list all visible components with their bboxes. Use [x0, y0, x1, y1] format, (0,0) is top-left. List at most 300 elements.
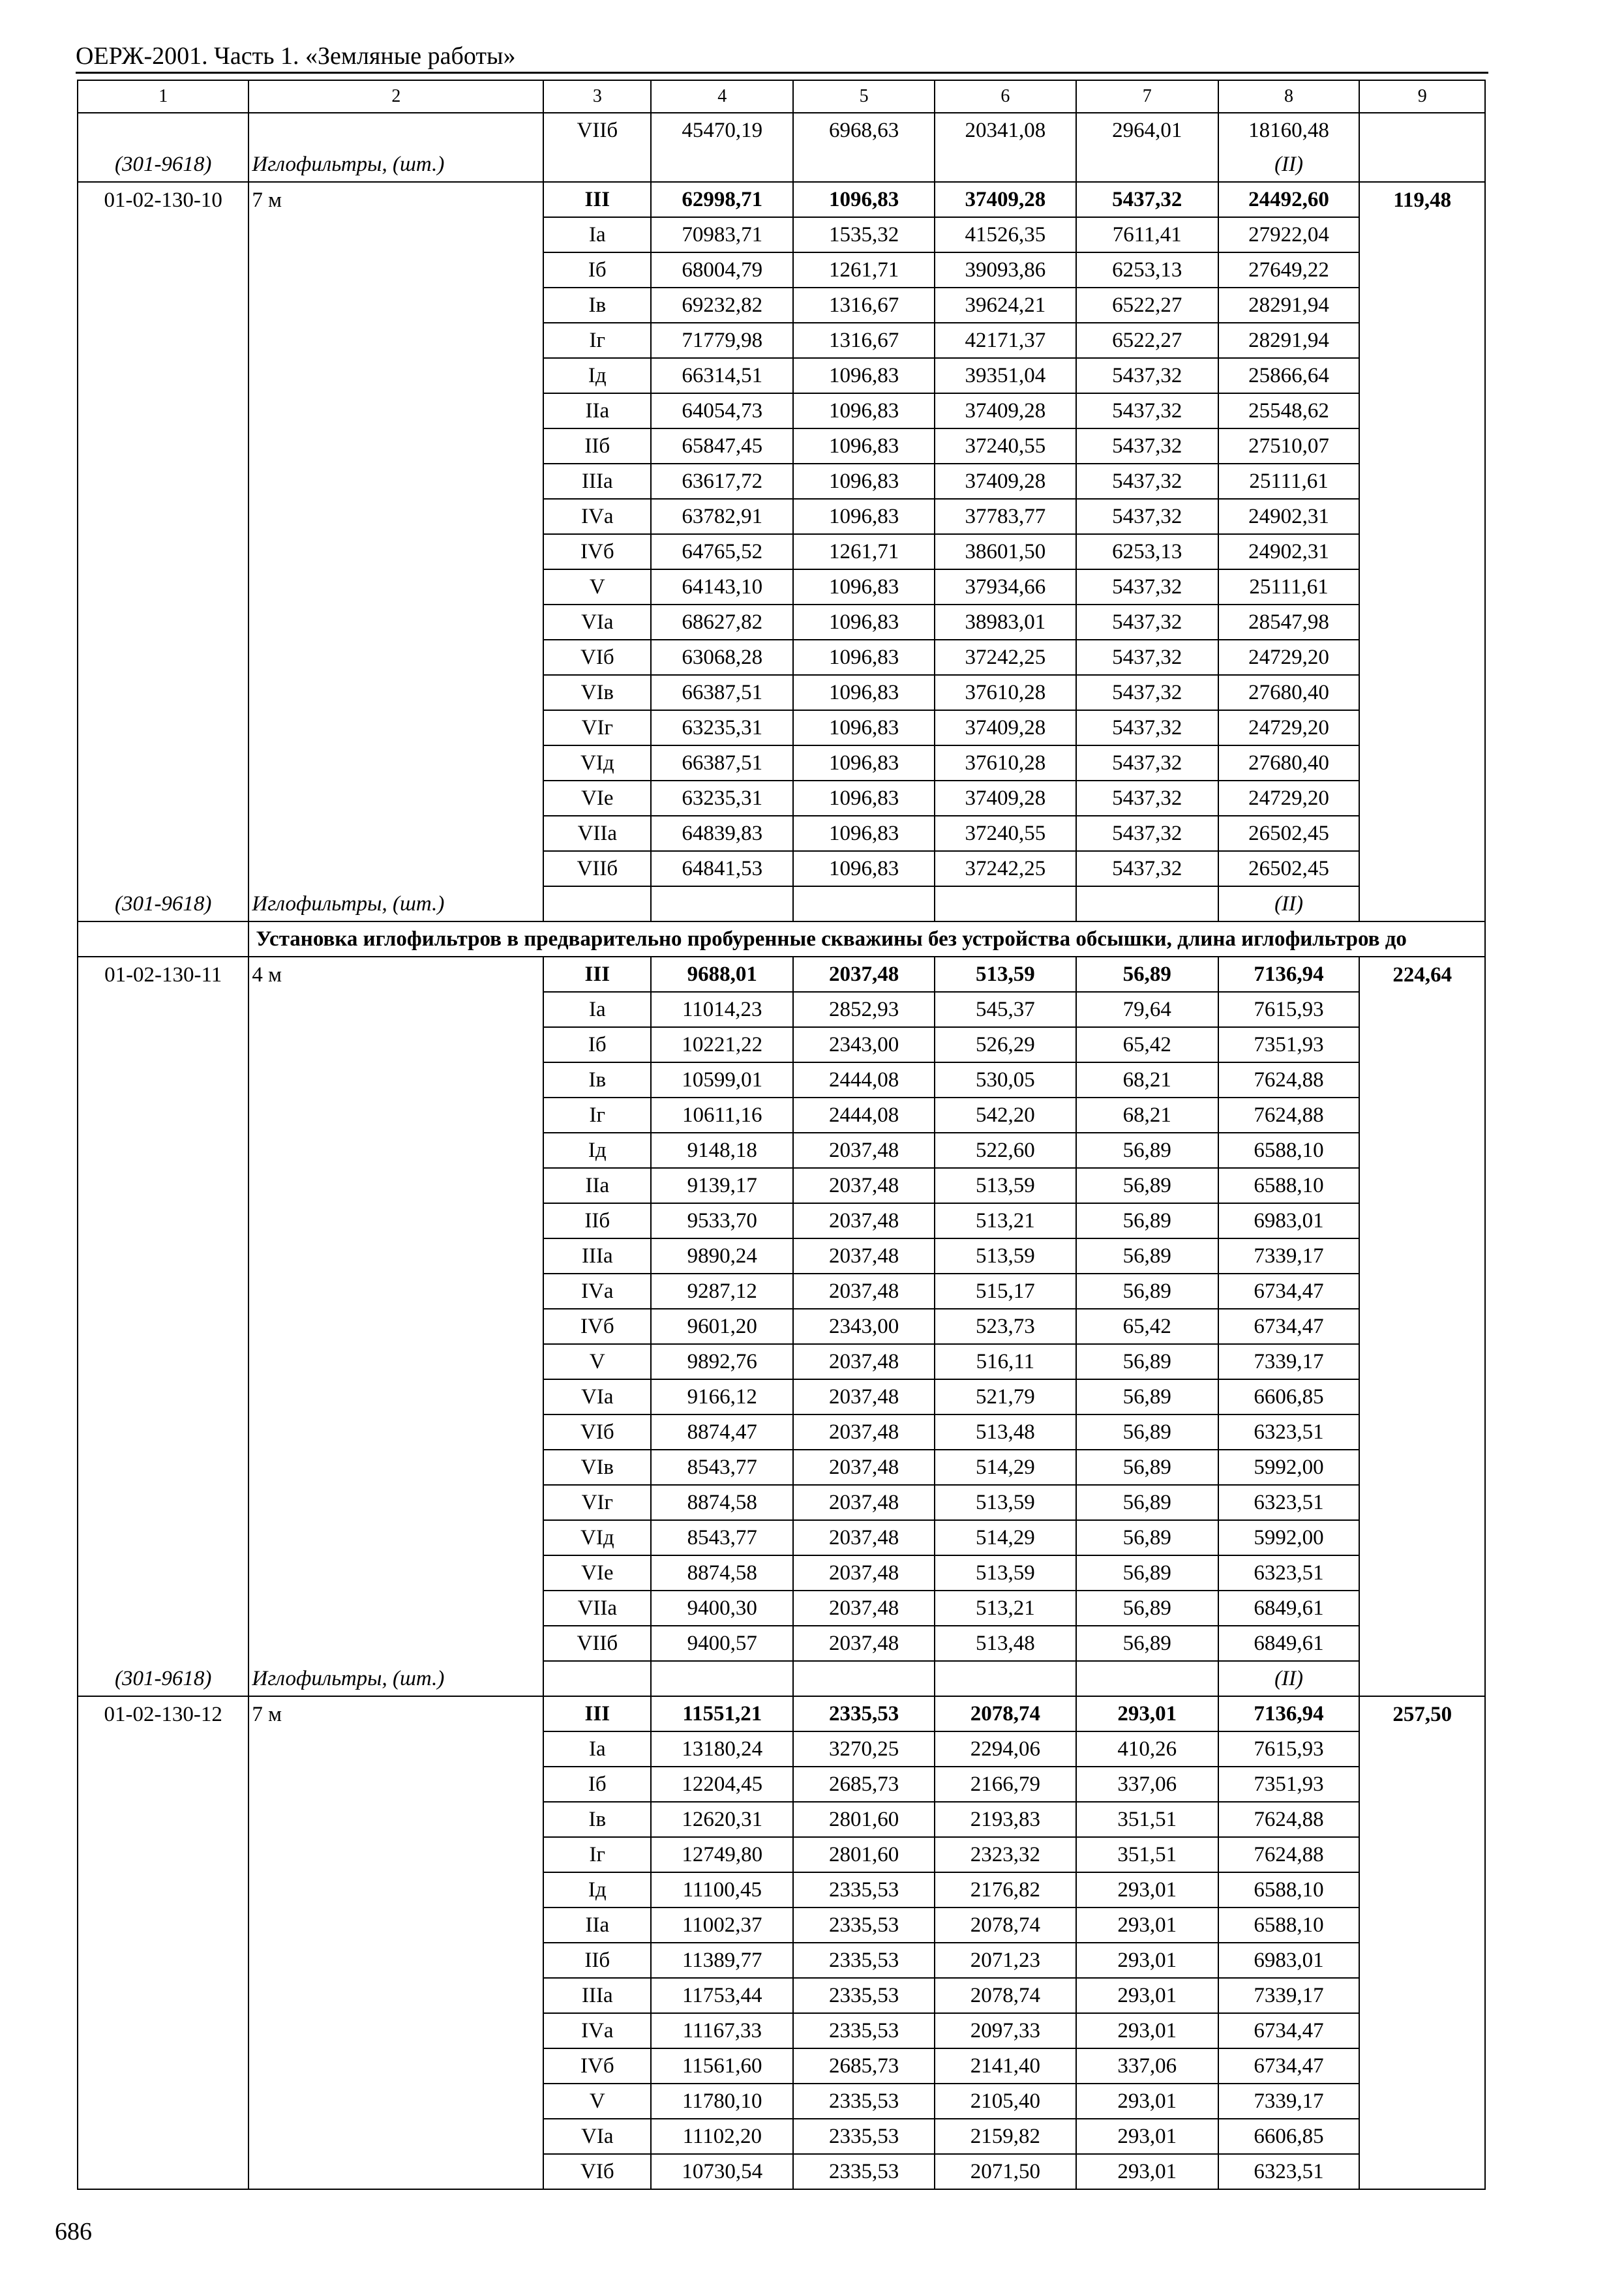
empty-cell	[1359, 147, 1485, 182]
table-row	[78, 393, 1485, 428]
variant: Iб	[543, 1767, 651, 1802]
table-row	[78, 428, 1485, 464]
value-cell: 24902,31	[1218, 534, 1360, 569]
variant: V	[543, 569, 651, 605]
value-cell: 56,89	[1076, 1203, 1218, 1238]
value-cell: 1096,83	[793, 358, 935, 393]
value-cell: 68,21	[1076, 1062, 1218, 1098]
value-cell: 6253,13	[1076, 534, 1218, 569]
empty-cell	[1076, 147, 1218, 182]
empty-cell	[793, 147, 935, 182]
value-cell: 8874,58	[651, 1555, 793, 1591]
value-cell: 2037,48	[793, 1626, 935, 1661]
value-cell: 6983,01	[1218, 1203, 1360, 1238]
rate-code	[78, 1591, 248, 1626]
variant: VIб	[543, 2154, 651, 2189]
variant: Iб	[543, 1027, 651, 1062]
rate-length	[248, 745, 543, 781]
value-cell: 2801,60	[793, 1802, 935, 1837]
empty-cell	[1359, 1133, 1485, 1168]
table-row	[78, 1309, 1485, 1344]
value-cell: 9400,57	[651, 1626, 793, 1661]
rate-length	[248, 252, 543, 288]
variant: VIе	[543, 1555, 651, 1591]
value-cell: 68627,82	[651, 605, 793, 640]
variant: IIб	[543, 1943, 651, 1978]
value-cell: 2037,48	[793, 1168, 935, 1203]
table-row	[78, 675, 1485, 710]
value-cell: 2335,53	[793, 1978, 935, 2013]
table-row	[78, 992, 1485, 1027]
value-cell: 41526,35	[935, 217, 1076, 252]
empty-cell	[1359, 393, 1485, 428]
resource-code: (301-9618)	[78, 147, 248, 182]
value-cell: 293,01	[1076, 1696, 1218, 1731]
value-cell: 1096,83	[793, 499, 935, 534]
rate-length	[248, 1978, 543, 2013]
value-cell: 11014,23	[651, 992, 793, 1027]
resource-class: (II)	[1218, 1661, 1360, 1696]
table-row	[78, 1872, 1485, 1908]
value-cell: 2444,08	[793, 1062, 935, 1098]
variant: Iд	[543, 1133, 651, 1168]
variant: VIг	[543, 710, 651, 745]
value-cell: 1096,83	[793, 428, 935, 464]
rate-length	[248, 1238, 543, 1274]
table-row	[78, 1731, 1485, 1767]
value-cell: 6588,10	[1218, 1168, 1360, 1203]
rate-length	[248, 1591, 543, 1626]
value-cell: 28291,94	[1218, 323, 1360, 358]
value-cell: 293,01	[1076, 2013, 1218, 2048]
value-cell: 64765,52	[651, 534, 793, 569]
value-cell: 2335,53	[793, 2013, 935, 2048]
value-cell: 37610,28	[935, 745, 1076, 781]
rate-length	[248, 816, 543, 851]
value-cell: 7136,94	[1218, 957, 1360, 992]
value-cell: 2141,40	[935, 2048, 1076, 2084]
empty-cell	[1359, 1591, 1485, 1626]
value-cell: 11102,20	[651, 2119, 793, 2154]
value-cell: 5437,32	[1076, 182, 1218, 217]
value-cell: 56,89	[1076, 1555, 1218, 1591]
rate-length	[248, 1802, 543, 1837]
empty-cell	[1359, 745, 1485, 781]
table-row	[78, 1485, 1485, 1520]
col-number: 7	[1076, 80, 1218, 113]
value-cell: 38983,01	[935, 605, 1076, 640]
col-number: 5	[793, 80, 935, 113]
rate-length	[248, 1098, 543, 1133]
value-cell: 6983,01	[1218, 1943, 1360, 1978]
empty-cell	[1359, 1274, 1485, 1309]
value-cell: 6253,13	[1076, 252, 1218, 288]
variant: Iг	[543, 1837, 651, 1872]
empty-cell	[1359, 605, 1485, 640]
table-row	[78, 1943, 1485, 1978]
table-row	[78, 182, 1485, 217]
rate-code	[78, 781, 248, 816]
variant: VIIа	[543, 816, 651, 851]
col-number: 8	[1218, 80, 1360, 113]
value-cell: 10611,16	[651, 1098, 793, 1133]
value-cell: 6323,51	[1218, 1485, 1360, 1520]
rate-code	[78, 745, 248, 781]
value-cell: 45470,19	[651, 113, 793, 147]
value-cell: 7611,41	[1076, 217, 1218, 252]
value-cell: 26502,45	[1218, 851, 1360, 886]
empty-cell	[1359, 1978, 1485, 2013]
table-row	[78, 1344, 1485, 1379]
empty-cell	[1359, 1168, 1485, 1203]
value-cell: 37409,28	[935, 393, 1076, 428]
value-cell: 56,89	[1076, 1626, 1218, 1661]
rate-code	[78, 605, 248, 640]
empty-cell	[543, 147, 651, 182]
rate-code	[78, 1802, 248, 1837]
value-cell: 8874,47	[651, 1414, 793, 1450]
empty-cell	[651, 886, 793, 921]
rate-length	[248, 1485, 543, 1520]
value-cell: 6734,47	[1218, 1309, 1360, 1344]
value-cell: 1316,67	[793, 288, 935, 323]
value-cell: 2037,48	[793, 1450, 935, 1485]
value-cell: 9148,18	[651, 1133, 793, 1168]
table-row	[78, 1626, 1485, 1661]
value-cell: 6968,63	[793, 113, 935, 147]
rate-length	[248, 2048, 543, 2084]
value-cell: 64839,83	[651, 816, 793, 851]
rate-length	[248, 2084, 543, 2119]
table-row	[78, 113, 1485, 147]
variant: VIа	[543, 605, 651, 640]
variant: IIа	[543, 1908, 651, 1943]
value-cell: 1096,83	[793, 182, 935, 217]
value-cell: 2078,74	[935, 1696, 1076, 1731]
table-row	[78, 1133, 1485, 1168]
rate-length	[248, 1626, 543, 1661]
resource-code: (301-9618)	[78, 1661, 248, 1696]
rate-code	[78, 1837, 248, 1872]
empty-cell	[1076, 1661, 1218, 1696]
variant: VIа	[543, 1379, 651, 1414]
value-cell: 293,01	[1076, 1908, 1218, 1943]
value-cell: 10599,01	[651, 1062, 793, 1098]
value-cell: 11561,60	[651, 2048, 793, 2084]
value-cell: 25111,61	[1218, 569, 1360, 605]
value-cell: 27510,07	[1218, 428, 1360, 464]
variant: Iв	[543, 1802, 651, 1837]
table-row	[78, 1802, 1485, 1837]
rate-length	[248, 1344, 543, 1379]
value-cell: 293,01	[1076, 1978, 1218, 2013]
empty-cell	[1359, 1872, 1485, 1908]
variant: VIIб	[543, 113, 651, 147]
rate-code	[78, 393, 248, 428]
value-cell: 522,60	[935, 1133, 1076, 1168]
rate-length	[248, 1379, 543, 1414]
value-cell: 2176,82	[935, 1872, 1076, 1908]
rate-length	[248, 851, 543, 886]
value-cell: 514,29	[935, 1520, 1076, 1555]
value-cell: 6323,51	[1218, 1414, 1360, 1450]
section-heading: Установка иглофильтров в предварительно пробуренные скважины без устройства обсышки, длина иглофильтров до	[248, 921, 1485, 957]
variant: IIб	[543, 1203, 651, 1238]
empty-cell	[78, 921, 248, 957]
variant: VIд	[543, 1520, 651, 1555]
rate-length	[248, 534, 543, 569]
rate-code	[78, 252, 248, 288]
value-cell: 66314,51	[651, 358, 793, 393]
value-cell: 5437,32	[1076, 605, 1218, 640]
table-row	[78, 1238, 1485, 1274]
table-row	[78, 1274, 1485, 1309]
value-cell: 542,20	[935, 1098, 1076, 1133]
value-cell: 56,89	[1076, 1274, 1218, 1309]
rate-length	[248, 1872, 543, 1908]
value-cell: 12620,31	[651, 1802, 793, 1837]
value-cell: 513,48	[935, 1414, 1076, 1450]
rate-code	[78, 1520, 248, 1555]
value-cell: 8543,77	[651, 1520, 793, 1555]
rate-code	[78, 1062, 248, 1098]
value-cell: 526,29	[935, 1027, 1076, 1062]
value-cell: 1535,32	[793, 217, 935, 252]
value-cell: 37610,28	[935, 675, 1076, 710]
value-cell: 513,59	[935, 1168, 1076, 1203]
value-cell: 24729,20	[1218, 710, 1360, 745]
value-cell: 66387,51	[651, 675, 793, 710]
col-number: 1	[78, 80, 248, 113]
value-cell: 37242,25	[935, 851, 1076, 886]
variant: VIб	[543, 1414, 651, 1450]
rate-code	[78, 1767, 248, 1802]
table-row	[78, 1450, 1485, 1485]
rate-length	[248, 1731, 543, 1767]
value-cell: 2097,33	[935, 2013, 1076, 2048]
value-cell: 56,89	[1076, 1344, 1218, 1379]
empty-cell	[543, 886, 651, 921]
value-cell: 42171,37	[935, 323, 1076, 358]
variant: Iб	[543, 252, 651, 288]
rate-length	[248, 1133, 543, 1168]
value-cell: 7339,17	[1218, 1978, 1360, 2013]
value-cell: 9139,17	[651, 1168, 793, 1203]
empty-cell	[1359, 358, 1485, 393]
rate-length	[248, 1309, 543, 1344]
value-cell: 513,59	[935, 957, 1076, 992]
value-cell: 71779,98	[651, 323, 793, 358]
value-cell: 63068,28	[651, 640, 793, 675]
value-cell: 65,42	[1076, 1027, 1218, 1062]
rate-code	[78, 1274, 248, 1309]
resource-name: Иглофильтры, (шт.)	[248, 1661, 543, 1696]
value-cell: 351,51	[1076, 1837, 1218, 1872]
value-cell: 5437,32	[1076, 745, 1218, 781]
value-cell: 1096,83	[793, 710, 935, 745]
value-cell: 6606,85	[1218, 1379, 1360, 1414]
rate-length	[248, 605, 543, 640]
rate-length	[248, 1168, 543, 1203]
table-row	[78, 957, 1485, 992]
variant: VIIб	[543, 1626, 651, 1661]
table-row	[78, 217, 1485, 252]
empty-cell	[935, 886, 1076, 921]
table-row	[78, 2154, 1485, 2189]
value-cell: 1096,83	[793, 640, 935, 675]
empty-cell	[543, 1661, 651, 1696]
value-cell: 66387,51	[651, 745, 793, 781]
rate-length	[248, 1062, 543, 1098]
rate-length	[248, 1414, 543, 1450]
value-cell: 9533,70	[651, 1203, 793, 1238]
value-cell: 545,37	[935, 992, 1076, 1027]
value-cell: 63235,31	[651, 781, 793, 816]
value-cell: 5437,32	[1076, 781, 1218, 816]
value-cell: 513,59	[935, 1555, 1076, 1591]
value-cell: 65847,45	[651, 428, 793, 464]
variant: IIб	[543, 428, 651, 464]
empty-cell	[1359, 464, 1485, 499]
empty-cell	[1359, 851, 1485, 886]
value-cell: 11551,21	[651, 1696, 793, 1731]
empty-cell	[1359, 569, 1485, 605]
value-cell: 27680,40	[1218, 745, 1360, 781]
rate-length	[248, 569, 543, 605]
empty-cell	[1359, 1309, 1485, 1344]
value-cell: 2071,50	[935, 2154, 1076, 2189]
variant: VIIб	[543, 851, 651, 886]
norm-value: 224,64	[1359, 957, 1485, 992]
rate-length	[248, 288, 543, 323]
value-cell: 6323,51	[1218, 2154, 1360, 2189]
value-cell: 2335,53	[793, 1908, 935, 1943]
rate-code	[78, 1731, 248, 1767]
empty-cell	[1359, 1626, 1485, 1661]
value-cell: 65,42	[1076, 1309, 1218, 1344]
value-cell: 9287,12	[651, 1274, 793, 1309]
value-cell: 7351,93	[1218, 1767, 1360, 1802]
rate-code	[78, 358, 248, 393]
rate-code	[78, 569, 248, 605]
value-cell: 7624,88	[1218, 1802, 1360, 1837]
value-cell: 513,48	[935, 1626, 1076, 1661]
value-cell: 27922,04	[1218, 217, 1360, 252]
empty-cell	[1359, 113, 1485, 147]
value-cell: 6606,85	[1218, 2119, 1360, 2154]
value-cell: 37409,28	[935, 464, 1076, 499]
value-cell: 2159,82	[935, 2119, 1076, 2154]
variant: VIд	[543, 745, 651, 781]
rate-length	[248, 1520, 543, 1555]
col-number: 9	[1359, 80, 1485, 113]
value-cell: 410,26	[1076, 1731, 1218, 1767]
value-cell: 56,89	[1076, 1450, 1218, 1485]
value-cell: 513,59	[935, 1485, 1076, 1520]
empty-cell	[1359, 816, 1485, 851]
value-cell: 2037,48	[793, 1344, 935, 1379]
value-cell: 9601,20	[651, 1309, 793, 1344]
rate-code	[78, 217, 248, 252]
empty-cell	[651, 147, 793, 182]
rate-code	[78, 1203, 248, 1238]
value-cell: 293,01	[1076, 2154, 1218, 2189]
value-cell: 28291,94	[1218, 288, 1360, 323]
variant: VIв	[543, 1450, 651, 1485]
empty-cell	[1359, 1098, 1485, 1133]
table-row	[78, 745, 1485, 781]
value-cell: 56,89	[1076, 1133, 1218, 1168]
value-cell: 2852,93	[793, 992, 935, 1027]
value-cell: 63235,31	[651, 710, 793, 745]
empty-cell	[1359, 1943, 1485, 1978]
rate-length	[248, 675, 543, 710]
rate-code	[78, 2154, 248, 2189]
rate-length	[248, 640, 543, 675]
rate-length	[248, 781, 543, 816]
section-heading-row	[78, 921, 1485, 957]
value-cell: 6734,47	[1218, 2048, 1360, 2084]
value-cell: 530,05	[935, 1062, 1076, 1098]
value-cell: 27680,40	[1218, 675, 1360, 710]
table-row	[78, 605, 1485, 640]
rate-code	[78, 1485, 248, 1520]
rate-code	[78, 2048, 248, 2084]
rate-length	[248, 393, 543, 428]
rate-length	[248, 710, 543, 745]
rate-length	[248, 2154, 543, 2189]
value-cell: 2037,48	[793, 1238, 935, 1274]
variant: V	[543, 2084, 651, 2119]
value-cell: 5437,32	[1076, 464, 1218, 499]
value-cell: 64054,73	[651, 393, 793, 428]
rate-code	[78, 464, 248, 499]
variant: V	[543, 1344, 651, 1379]
variant: Iд	[543, 358, 651, 393]
table-row	[78, 816, 1485, 851]
value-cell: 37240,55	[935, 816, 1076, 851]
value-cell: 2964,01	[1076, 113, 1218, 147]
col-number: 6	[935, 80, 1076, 113]
variant: VIв	[543, 675, 651, 710]
norm-value: 257,50	[1359, 1696, 1485, 1731]
value-cell: 27649,22	[1218, 252, 1360, 288]
value-cell: 513,59	[935, 1238, 1076, 1274]
value-cell: 6522,27	[1076, 288, 1218, 323]
table-body	[78, 80, 1485, 2189]
value-cell: 7351,93	[1218, 1027, 1360, 1062]
rate-length	[248, 1908, 543, 1943]
value-cell: 2343,00	[793, 1027, 935, 1062]
rate-code	[78, 1414, 248, 1450]
table-row	[78, 569, 1485, 605]
variant: VIIа	[543, 1591, 651, 1626]
value-cell: 63782,91	[651, 499, 793, 534]
value-cell: 12204,45	[651, 1767, 793, 1802]
value-cell: 7624,88	[1218, 1098, 1360, 1133]
table-row	[78, 1168, 1485, 1203]
variant: Iв	[543, 1062, 651, 1098]
resource-class: (II)	[1218, 147, 1360, 182]
value-cell: 1096,83	[793, 605, 935, 640]
table-row	[78, 851, 1485, 886]
variant: VIг	[543, 1485, 651, 1520]
rate-length	[248, 113, 543, 147]
rate-code	[78, 499, 248, 534]
value-cell: 2037,48	[793, 1555, 935, 1591]
rate-length	[248, 1837, 543, 1872]
value-cell: 8874,58	[651, 1485, 793, 1520]
